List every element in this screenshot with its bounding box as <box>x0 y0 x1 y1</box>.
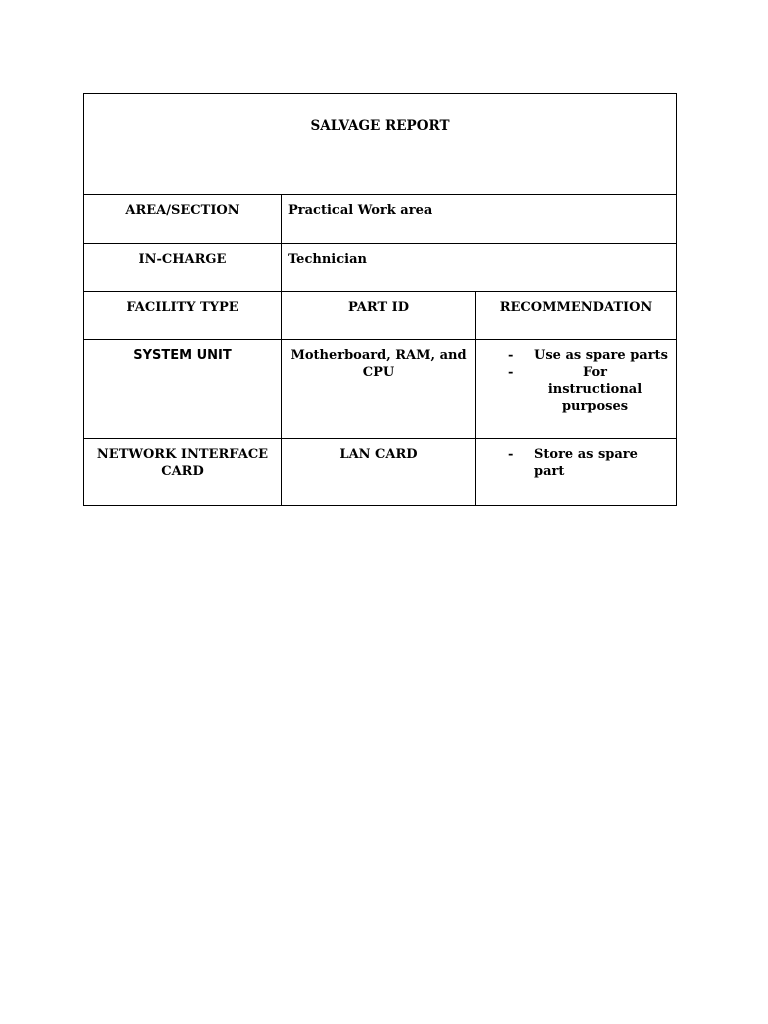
facility-type-header: FACILITY TYPE <box>84 292 282 340</box>
table-row <box>84 340 677 439</box>
title-cell <box>84 94 677 195</box>
facility-type-cell: NETWORK INTERFACE CARD <box>84 439 282 506</box>
recommendation-list <box>482 347 670 415</box>
part-id-cell: Motherboard, RAM, and CPU <box>282 340 476 439</box>
in-charge-label: IN-CHARGE <box>84 244 282 292</box>
recommendation-cell <box>476 340 677 439</box>
title-row <box>84 94 677 195</box>
report-title: SALVAGE REPORT <box>310 118 450 134</box>
part-id-header: PART ID <box>282 292 476 340</box>
part-id-cell: LAN CARD <box>282 439 476 506</box>
area-section-value: Practical Work area <box>282 195 677 244</box>
facility-type-cell: SYSTEM UNIT <box>84 340 282 439</box>
in-charge-row <box>84 244 677 292</box>
bullet-dash: - <box>508 447 514 462</box>
recommendation-cell <box>476 439 677 506</box>
in-charge-value: Technician <box>282 244 677 292</box>
bullet-dash: - <box>508 348 514 363</box>
area-section-label: AREA/SECTION <box>84 195 282 244</box>
salvage-report-table <box>83 93 677 506</box>
recommendation-text: Store as spare part <box>534 447 638 479</box>
recommendation-text: For instructional purposes <box>547 365 643 414</box>
bullet-dash: - <box>508 365 514 380</box>
list-item <box>508 364 670 415</box>
table-row <box>84 439 677 506</box>
recommendation-header: RECOMMENDATION <box>476 292 677 340</box>
list-item <box>508 446 670 480</box>
recommendation-text: Use as spare parts <box>534 348 668 363</box>
list-item <box>508 347 670 364</box>
recommendation-list <box>482 446 670 480</box>
column-header-row <box>84 292 677 340</box>
area-section-row <box>84 195 677 244</box>
